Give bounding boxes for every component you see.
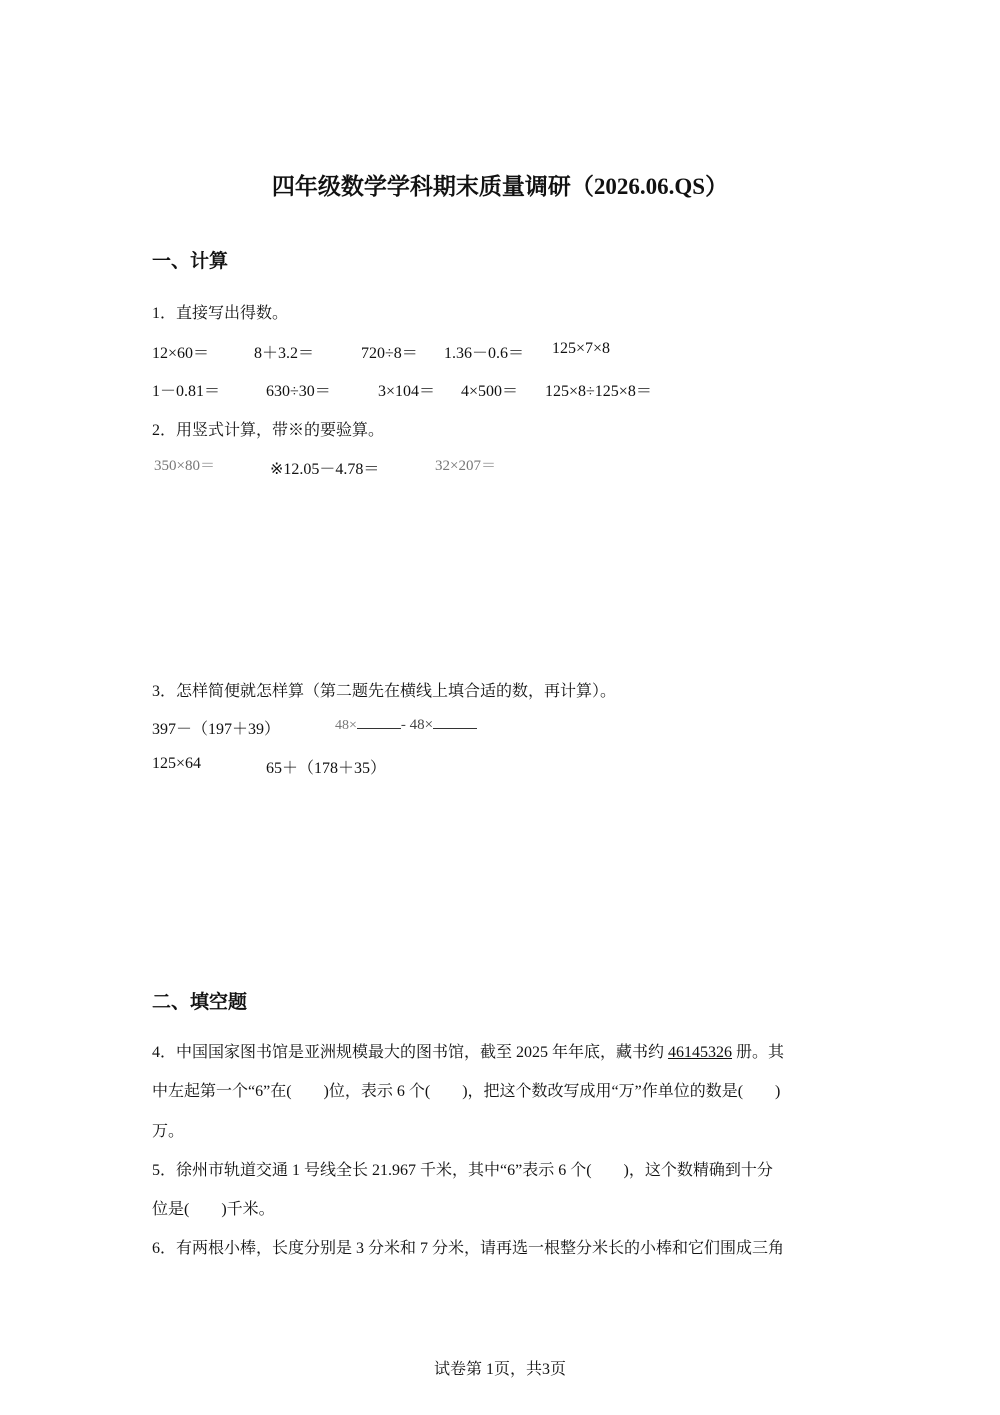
q4-text: 册。其 — [732, 1044, 785, 1061]
section-2-heading: 二、填空题 — [152, 991, 248, 1013]
q2-item: 350×80＝ — [154, 458, 215, 474]
q1-item: 1.36－0.6＝ — [444, 345, 525, 362]
q2-item: 32×207＝ — [435, 458, 496, 474]
q1-item: 1－0.81＝ — [152, 383, 221, 400]
q1-item: 4×500＝ — [461, 383, 519, 400]
book-count: 46145326 — [668, 1044, 733, 1061]
q3-item2-part-b: - 48× — [400, 717, 434, 733]
q3-item: 125×64 — [152, 755, 202, 772]
q3-item2-part-a: 48× — [335, 718, 357, 733]
q1-item: 125×7×8 — [552, 340, 611, 357]
q3-item-fill-blank — [335, 714, 477, 734]
q1-item: 630÷30＝ — [266, 383, 331, 400]
q4-line: 中左起第一个“6”在( )位，表示 6 个( )，把这个数改写成用“万”作单位的数是( ) — [152, 1083, 781, 1100]
answer-blank[interactable] — [433, 714, 477, 729]
q4-text: 4．中国国家图书馆是亚洲规模最大的图书馆，截至 2025 年年底，藏书约 — [152, 1044, 669, 1061]
q1-prompt: 1．直接写出得数。 — [152, 305, 289, 322]
q2-prompt: 2．用竖式计算，带※的要验算。 — [152, 422, 385, 439]
section-1-heading: 一、计算 — [152, 250, 229, 272]
q1-item: 8＋3.2＝ — [254, 345, 315, 362]
q4-line — [152, 1043, 784, 1063]
q1-item: 12×60＝ — [152, 345, 210, 362]
q3-item: 65＋（178＋35） — [266, 760, 387, 777]
q3-prompt: 3．怎样简便就怎样算（第二题先在横线上填合适的数，再计算）。 — [152, 683, 617, 700]
q5-line: 5．徐州市轨道交通 1 号线全长 21.967 千米，其中“6”表示 6 个( )，这个数精确到十分 — [152, 1162, 773, 1179]
q5-line: 位是( )千米。 — [152, 1201, 275, 1218]
q4-line: 万。 — [152, 1123, 185, 1140]
q1-item: 720÷8＝ — [361, 345, 418, 362]
q1-item: 3×104＝ — [378, 383, 436, 400]
answer-blank[interactable] — [357, 714, 401, 729]
q1-item: 125×8÷125×8＝ — [545, 383, 652, 400]
page-footer: 试卷第 1页，共3页 — [433, 1361, 566, 1378]
q6-line: 6．有两根小棒，长度分别是 3 分米和 7 分米，请再选一根整分米长的小棒和它们围成三角 — [152, 1240, 785, 1257]
q2-item: ※12.05－4.78＝ — [270, 461, 380, 478]
page-title: 四年级数学学科期末质量调研（2026.06.QS） — [271, 174, 729, 199]
q3-item: 397－（197＋39） — [152, 721, 281, 738]
